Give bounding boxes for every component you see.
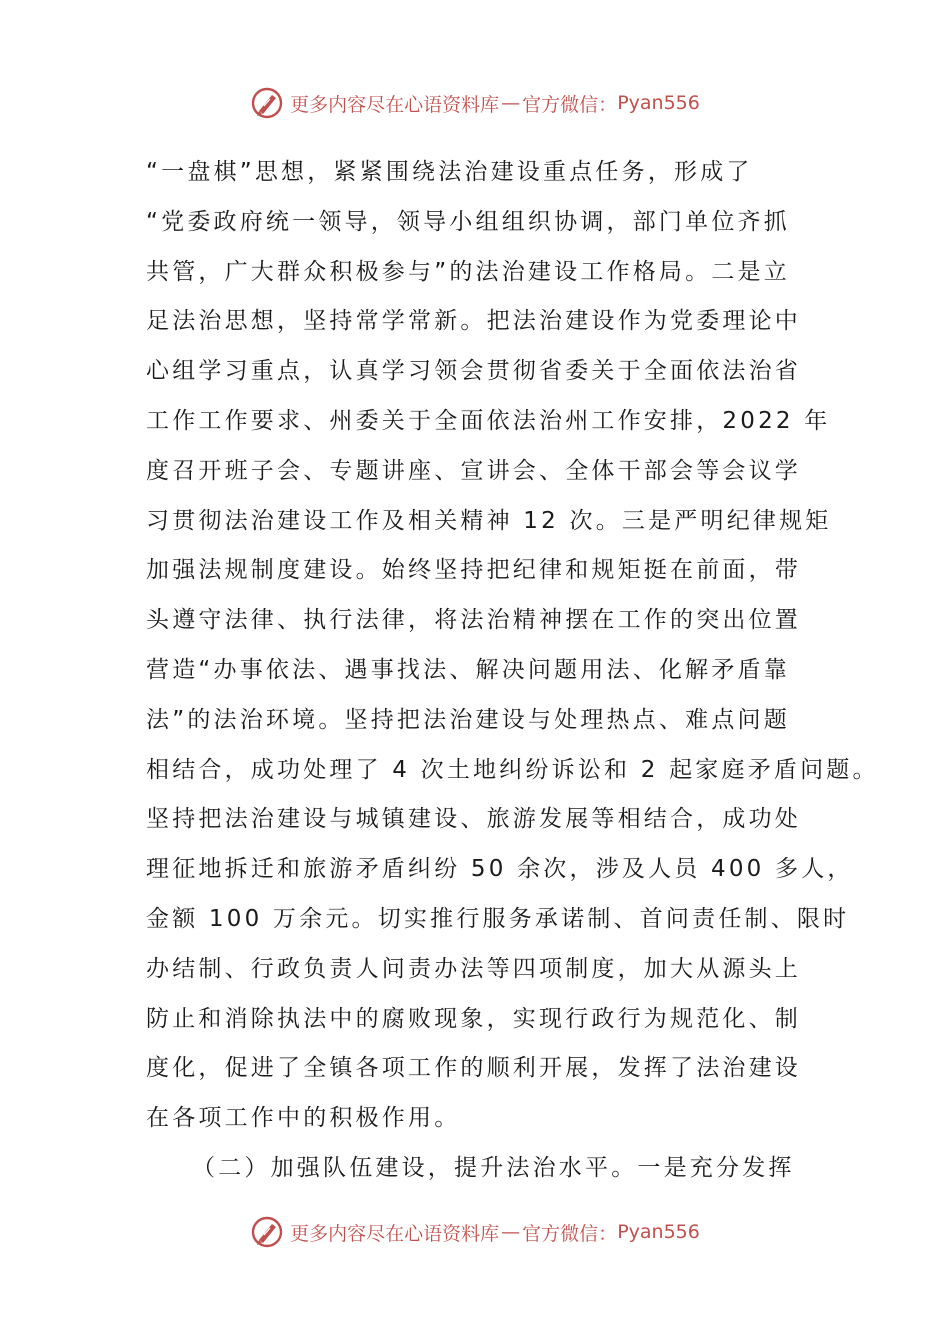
body-line: 金额 100 万余元。切实推行服务承诺制、首问责任制、限时 <box>146 905 850 932</box>
body-line: 心组学习重点，认真学习领会贯彻省委关于全面依法治省 <box>146 358 801 385</box>
body-line: 坚持把法治建设与城镇建设、旅游发展等相结合，成功处 <box>146 806 801 833</box>
header-banner-wechat-label: 官方微信： <box>522 93 618 116</box>
body-line: 营造“办事依法、遇事找法、解决问题用法、化解矛盾靠 <box>146 656 790 683</box>
body-line: 头遵守法律、执行法律，将法治精神摆在工作的突出位置 <box>146 607 801 634</box>
body-line: “一盘棋”思想，紧紧围绕法治建设重点任务，形成了 <box>146 159 753 185</box>
header-banner <box>0 83 950 123</box>
body-line: 度化，促进了全镇各项工作的顺利开展，发挥了法治建设 <box>146 1055 801 1082</box>
header-banner-wechat-id: Pyan556 <box>617 92 700 114</box>
footer-banner-wechat-label: 官方微信： <box>522 1222 618 1245</box>
footer-banner-separator: — <box>501 1221 521 1243</box>
body-line: 理征地拆迁和旅游矛盾纠纷 50 余次，涉及人员 400 多人， <box>146 856 854 883</box>
header-banner-text: 更多内容尽在心语资料库 <box>290 93 500 116</box>
footer-banner-text: 更多内容尽在心语资料库 <box>290 1222 500 1245</box>
body-line: 防止和消除执法中的腐败现象，实现行政行为规范化、制 <box>146 1005 801 1032</box>
body-line: 在各项工作中的积极作用。 <box>146 1105 461 1132</box>
header-banner-separator: — <box>501 92 521 114</box>
body-line: 度召开班子会、专题讲座、宣讲会、全体干部会等会议学 <box>146 457 801 484</box>
body-line: 相结合，成功处理了 4 次土地纠纷诉讼和 2 起家庭矛盾问题。 <box>146 756 879 783</box>
body-line: 办结制、行政负责人问责办法等四项制度，加大从源头上 <box>146 955 801 982</box>
body-line: 法”的法治环境。坚持把法治建设与处理热点、难点问题 <box>146 706 790 733</box>
document-body <box>146 148 879 1194</box>
pen-logo-icon <box>250 86 284 120</box>
body-line: 共管，广大群众积极参与”的法治建设工作格局。二是立 <box>146 258 790 285</box>
body-line: 工作工作要求、州委关于全面依法治州工作安排，2022 年 <box>146 407 831 434</box>
footer-banner-wechat-id: Pyan556 <box>617 1221 700 1243</box>
section-heading: （二）加强队伍建设，提升法治水平。一是充分发挥 <box>192 1154 795 1181</box>
body-line: 足法治思想，坚持常学常新。把法治建设作为党委理论中 <box>146 308 801 335</box>
footer-banner <box>0 1212 950 1252</box>
body-line: 习贯彻法治建设工作及相关精神 12 次。三是严明纪律规矩 <box>146 507 832 534</box>
pen-logo-icon <box>250 1215 284 1249</box>
body-line: “党委政府统一领导，领导小组组织协调，部门单位齐抓 <box>146 208 790 235</box>
body-line: 加强法规制度建设。始终坚持把纪律和规矩挺在前面，带 <box>146 557 801 584</box>
